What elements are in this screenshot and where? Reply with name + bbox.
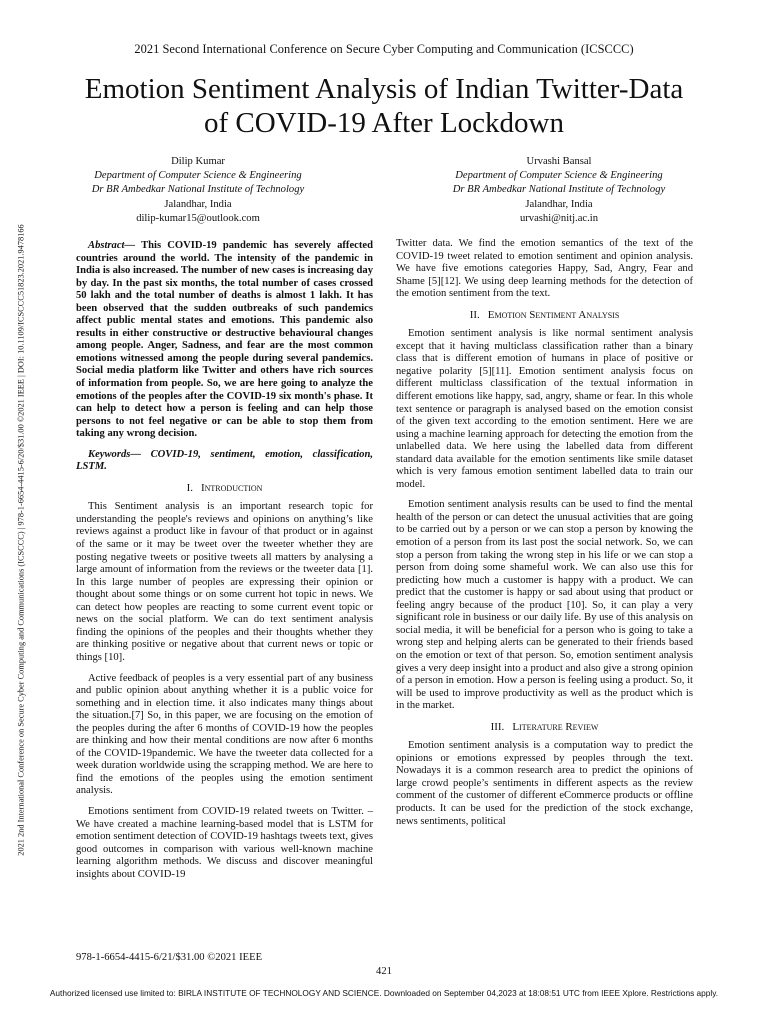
left-column <box>76 240 373 889</box>
intro-paragraph-3: Emotions sentiment from COVID-19 related tweets on Twitter. – We have created a machine learning-based model that is LSTM for emotion sentiment detection of COVID-19 hashtags tweets text, gives good outcomes in comparison with various well-known machine learning algorithm methods. We discuss and discover meaningful insights about COVID-19 <box>76 805 373 880</box>
section-heading-literature-review <box>396 721 693 734</box>
keywords: Keywords— COVID-19, sentiment, emotion, classification, LSTM. <box>76 448 373 473</box>
section-title: Literature Review <box>512 720 599 733</box>
esa-paragraph-2: Emotion sentiment analysis results can be used to find the mental health of the person or can detect the unusual activities that are going to be carried out by a person or we can stop a person by knowing the emotion of a person from its last post the social network. So, we can stop a person from taking the wrong step in his life or we can stop a person from doing some shameful work. We can also use this for predicting how much a customer is happy with a product. We can predict that the customer is happy or sad about using that product or feeling angry because of the product [10]. So, it can play a very significant role in business or our daily life. By use of this analysis on social media, it will be beneficial for a person who is going to take a wrong step and helping alerts can be generated to their friends based on the emotion or text of that person. So, emotion sentiment analysis gives a very deep insight into a product and also give a strong opinion of a person in emotion. How a person is feeling using a product. So, it will be used to improve productivity as well as the product which is in the market. <box>396 499 693 712</box>
intro-paragraph-1: This Sentiment analysis is an important research topic for understanding the people's reviews and opinions on anything’s like reviews against a product like in favour of that product or in against of the same or it may be tweet over the tweeter whether they are posting negative tweets or positive tweets all matters by analysing a large amount of information from the reviews or the tweeter data [1]. In this large number of peoples are expressing their opinion or thought about some things or on some current hot topic in news. We can detect how peoples are reacting to some current event topic or news on the social platform. We can do text sentiment analysis finding the opinions of the peoples and their thoughts whether they are thinking positive or negative about that current news or topic or things [10]. <box>76 501 373 663</box>
section-heading-introduction <box>76 482 373 495</box>
side-identifier-text: 2021 2nd International Conference on Secure Cyber Computing and Communications (ICSCCC) | 978-1-6654-4415-6/20/$31.00 ©2021 IEEE | DOI: 10.1109/ICSCCC51823.2021.9478166 <box>16 224 26 856</box>
conference-header: 2021 Second International Conference on Secure Cyber Computing and Communication (ICSCCC) <box>134 42 634 56</box>
abstract <box>76 240 373 441</box>
abstract-text: This COVID-19 pandemic has severely affected countries around the world. The intensity of the pandemic in India is also increased. The number of new cases is increasing day by day. In the past six months, the total number of cases crossed 50 lakh and the total number of deaths is almost 1 lakh. It has been observed that the sudden outbreaks of such pandemics affect public mental states and emotions. This pandemic also results in either constructive or destructive behavioural changes among people. Anger, Sadness, and fear are the most common emotions witnessed among the people during several pandemics. Social media platform like Twitter and others have rich sources of information from people. So, we are here going to analyze the emotions of the peoples after the COVID-19 six month's phase. It can help to detect how a person is feeling and can help those persons to not feel negative or can be able to stop them from taking any wrong decision. <box>76 240 373 440</box>
author-department: Department of Computer Science & Engineering <box>455 170 663 182</box>
license-notice: Authorized licensed use limited to: BIRLA INSTITUTE OF TECHNOLOGY AND SCIENCE. Downloaded on September 04,2023 at 18:08:51 UTC from IEEE Xplore. Restrictions apply. <box>49 988 719 998</box>
title-line-1: Emotion Sentiment Analysis of Indian Twitter-Data <box>84 73 684 105</box>
title-line-2: of COVID-19 After Lockdown <box>203 107 564 139</box>
page-number: 421 <box>376 966 392 977</box>
section-heading-emotion-sentiment-analysis <box>396 309 693 322</box>
author-city: Jalandhar, India <box>164 198 232 210</box>
right-column <box>396 238 693 836</box>
author-block-2 <box>389 155 729 226</box>
author-name: Urvashi Bansal <box>526 156 592 167</box>
section-title: Introduction <box>200 481 263 494</box>
author-block-1 <box>28 155 368 226</box>
section-number: II. <box>469 308 480 321</box>
intro-paragraph-3-continued: Twitter data. We find the emotion semantics of the text of the COVID-19 tweet related to emotion sentiment and opinion analysis. We have five emotions categories Happy, Sad, Angry, Fear and Shame [5][12]. We using deep learning methods for the detection of the emotion sentiment from the text. <box>396 238 693 300</box>
esa-paragraph-1: Emotion sentiment analysis is like normal sentiment analysis except that it having multiclass classification rather than a binary class that is different emotion of humans in place of positive or negative polarity [5][11]. Emotion sentiment analysis focus on different multiclass classification of the textual information in different emotions like happy, sad, angry, shame or fear. In this whole text sentence or paragraph is analysed based on the emotion consist of the given text according to the emotion sentiment. Here we are using a machine learning approach for detecting the emotion from the unlabelled data. We here using the labelled data from different standard data available for the emotion sentiments like smile dataset which is very famous emotion sentiment labelled data to train our model. <box>396 328 693 490</box>
author-institution: Dr BR Ambedkar National Institute of Technology <box>91 184 305 196</box>
lit-paragraph-1: Emotion sentiment analysis is a computation way to predict the opinions or emotions expressed by peoples through the text. Nowadays it is a common research area to predict the opinions of large crowd people’s sentiments in different aspects as the review comment of the customer of different eCommerce products or offline products. It can be used for the prediction of the stock exchange, news sentiments, political <box>396 740 693 827</box>
author-name: Dilip Kumar <box>171 156 225 167</box>
author-email: dilip-kumar15@outlook.com <box>136 212 260 224</box>
side-identifier <box>14 140 28 940</box>
section-number: III. <box>490 720 505 733</box>
author-institution: Dr BR Ambedkar National Institute of Technology <box>452 184 666 196</box>
author-email: urvashi@nitj.ac.in <box>519 212 598 224</box>
paper-title <box>30 72 738 140</box>
section-title: Emotion Sentiment Analysis <box>487 308 620 321</box>
section-number: I. <box>186 481 193 494</box>
author-department: Department of Computer Science & Engineering <box>94 170 302 182</box>
abstract-label: Abstract— <box>88 240 136 251</box>
copyright-footer: 978-1-6654-4415-6/21/$31.00 ©2021 IEEE <box>76 952 263 963</box>
intro-paragraph-2: Active feedback of peoples is a very essential part of any business and public opinion about anything whether it is a public voice for something and in election time. it also indicates many things about the situation.[7] So, in this paper, we are focusing on the emotion of the peoples during the after 6 months of COVID-19 how the peoples are thinking and how their mental conditions are now after 6 months of the COVID-19pandemic. We have the tweeter data collected for a week duration worldwide using the scrapping method. We are here to find the emotions of the peoples using the emotion sentiment analysis. <box>76 672 373 797</box>
author-city: Jalandhar, India <box>525 198 593 210</box>
